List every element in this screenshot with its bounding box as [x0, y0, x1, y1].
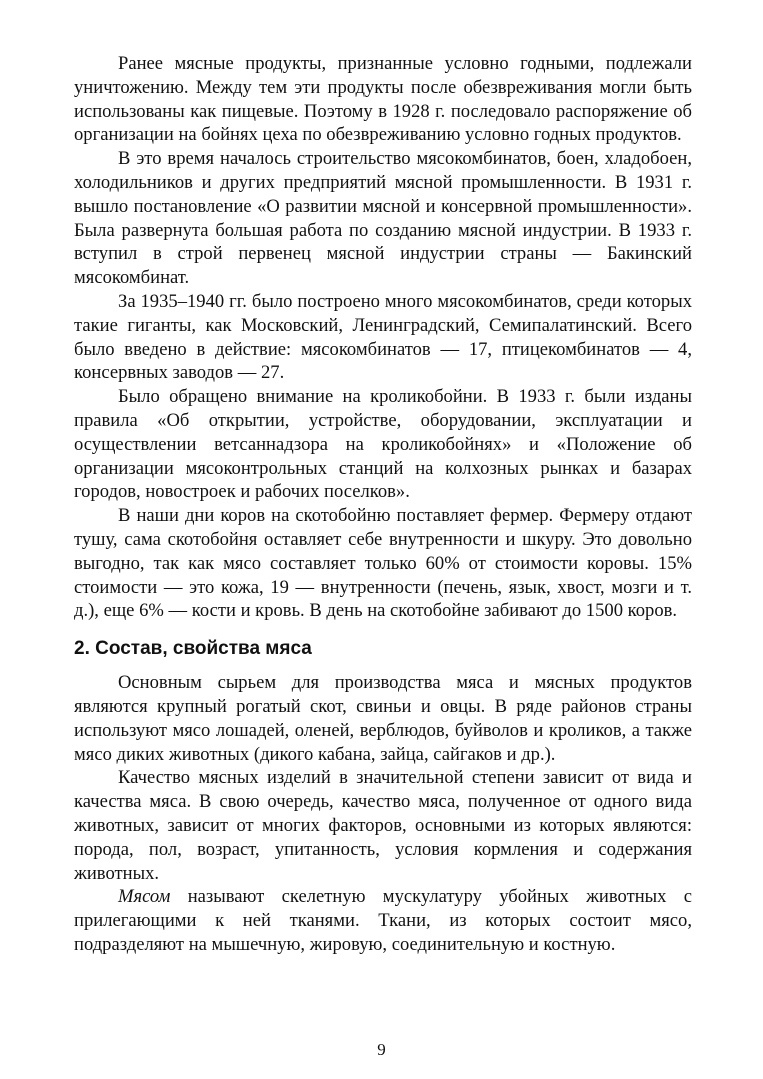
paragraph-neutralization: Ранее мясные продукты, признанные условно годными, подлежали уничтожению. Между тем эти продукты после обезвреживания могли быть использованы как пищевые. Поэтому в 1928 г. последовало распоряжение об организации на бойнях цеха по обезвреживанию условно годных продуктов.	[74, 53, 692, 146]
paragraph-modern-slaughterhouse: В наши дни коров на скотобойню поставляет фермер. Фермеру отдают тушу, сама скотобойня оставляет себе внутренности и шкуру. Это довольно выгодно, так как мясо составляет только 60% от стоимости коровы. 15% стоимости — это кожа, 19 — внутренности (печень, язык, хвост, мозги и т. д.), еще 6% — кости и кровь. В день на скотобойне забивают до 1500 коров.	[74, 505, 692, 622]
defined-term: Мясом	[118, 886, 171, 908]
section-heading: 2. Состав, свойства мяса	[74, 638, 312, 660]
paragraph-raw-materials: Основным сырьем для производства мяса и мясных продуктов являются крупный рогатый скот, свиньи и овцы. В ряде районов страны используют мясо лошадей, оленей, верблюдов, буйволов и кроликов, а также мясо диких животных (дикого кабана, зайца, сайгаков и др.).	[74, 672, 692, 765]
paragraph-meat-plants: За 1935–1940 гг. было построено много мясокомбинатов, среди которых такие гиганты, как Московский, Ленинградский, Семипалатинский. Всего было введено в действие: мясокомбинатов — 17, птицекомбинатов — 4, консервных заводов — 27.	[74, 290, 692, 384]
paragraph-meat-definition	[74, 885, 692, 956]
paragraph-construction: В это время началось строительство мясокомбинатов, боен, хладобоен, холодильников и других предприятий мясной промышленности. В 1931 г. вышло постановление «О развитии мясной и консервной промышленности». Была развернута большая работа по созданию мясной индустрии. В 1933 г. вступил в строй первенец мясной индустрии страны — Бакинский мясокомбинат.	[74, 148, 692, 289]
page-body	[74, 52, 692, 957]
paragraph-rabbit-slaughterhouses: Было обращено внимание на кроликобойни. В 1933 г. были изданы правила «Об открытии, устройстве, оборудовании, эксплуатации и осуществлении ветсаннадзора на кроликобойнях» и «Положение об организации мясоконтрольных станций на колхозных рынках и базарах городов, новостроек и рабочих поселков».	[74, 386, 692, 503]
definition-text: называют скелетную мускулатуру убойных животных с прилегающими к ней тканями. Ткани, из которых состоит мясо, подразделяют на мышечную, жировую, соединительную и костную.	[74, 886, 692, 955]
page-number: 9	[377, 1040, 386, 1059]
paragraph-meat-quality: Качество мясных изделий в значительной степени зависит от вида и качества мяса. В свою очередь, качество мяса, полученное от одного вида животных, зависит от многих факторов, основными из которых являются: порода, пол, возраст, упитанность, условия кормления и содержания животных.	[74, 767, 692, 884]
